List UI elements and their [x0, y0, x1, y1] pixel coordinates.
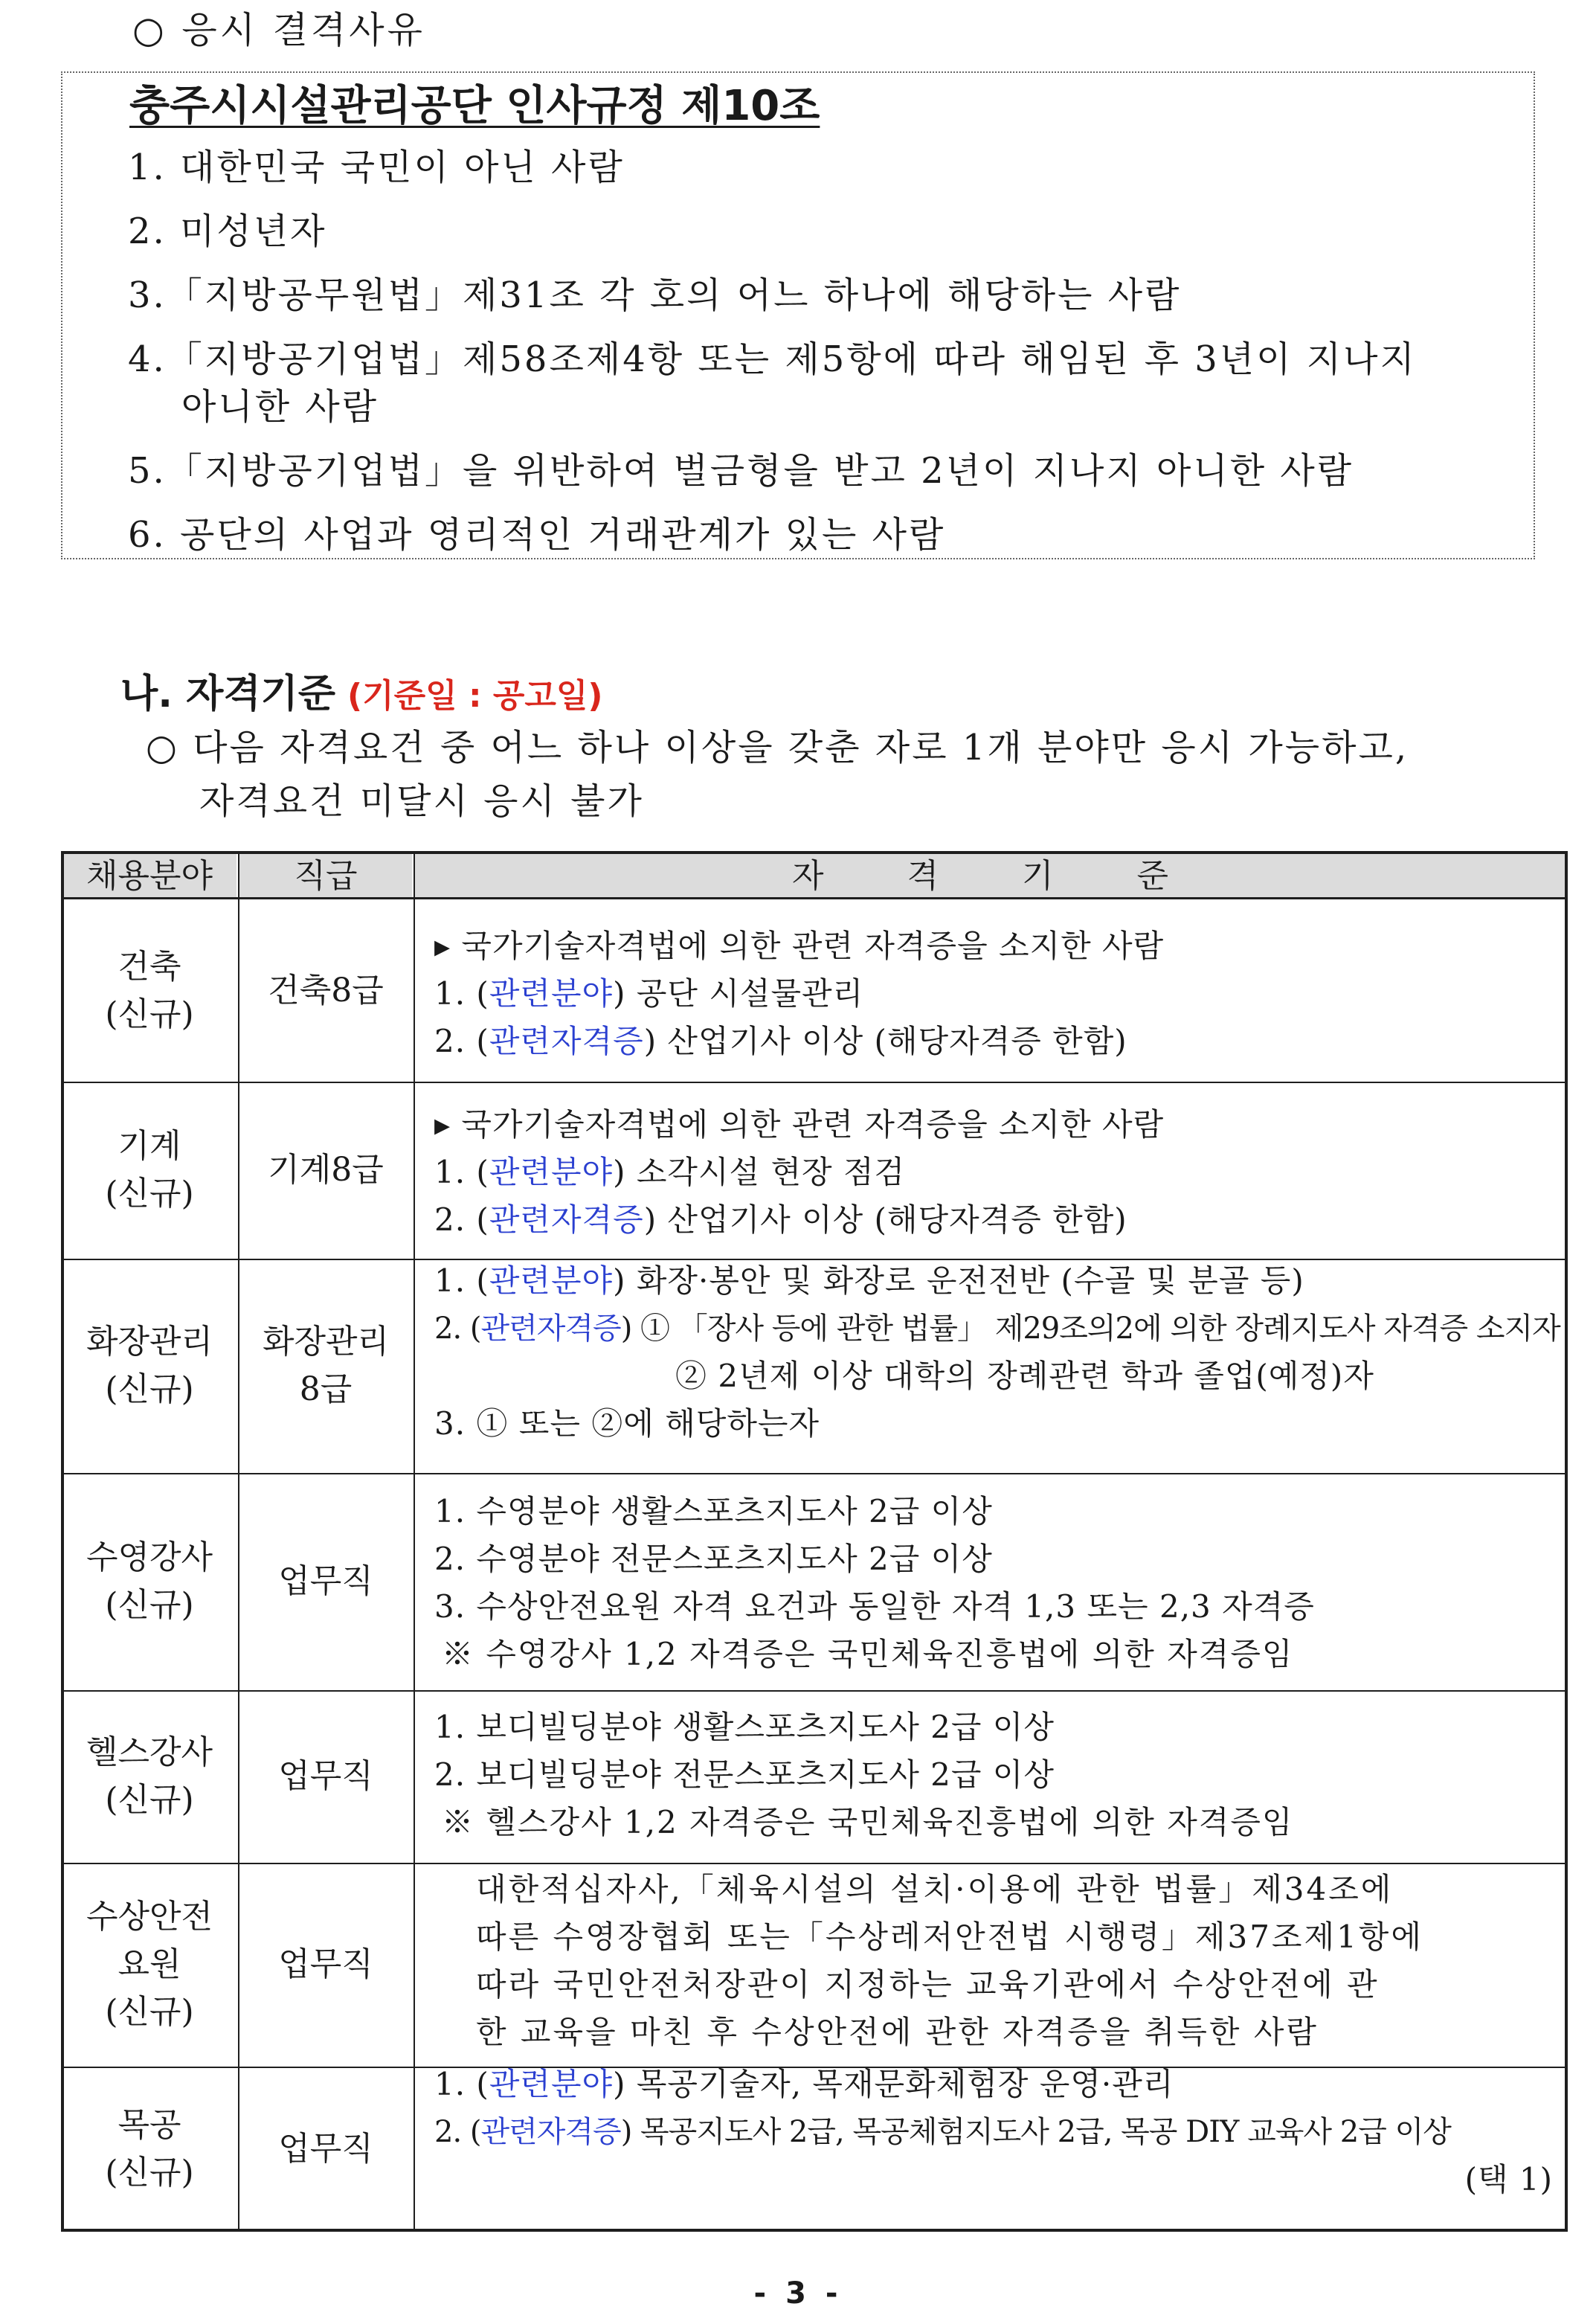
criteria-text: ) 소각시설 현장 점검 — [613, 1154, 906, 1190]
field-text: (신규) — [105, 2154, 194, 2192]
section-title — [120, 662, 603, 718]
criteria-text: ) 산업기사 이상 (해당자격증 한함) — [643, 1023, 1127, 1059]
field-text: 수영강사 — [86, 1538, 213, 1576]
table-border — [61, 851, 1568, 854]
criteria-text: 3. ① 또는 ②에 해당하는자 — [434, 1405, 820, 1442]
table-border — [238, 851, 239, 2232]
field-cell — [61, 2102, 238, 2197]
criteria-cell — [434, 922, 1553, 1065]
criteria-text: ) 목공기술자, 목재문화체험장 운영·관리 — [613, 2066, 1174, 2102]
criteria-text: 따라 국민안전처장관이 지정하는 교육기관에서 수상안전에 관 — [476, 1966, 1380, 2003]
disqualification-heading: ○ 응시 결격사유 — [132, 9, 425, 51]
criteria-line — [434, 1018, 1553, 1065]
rule-item: 5.「지방공기업법」을 위반하여 벌금형을 받고 2년이 지나지 아니한 사람 — [128, 450, 1354, 492]
field-text: (신규) — [105, 1370, 194, 1408]
criteria-text: ② 2년제 이상 대학의 장례관련 학과 졸업(예정)자 — [675, 1358, 1374, 1394]
field-text: 기계 — [118, 1127, 181, 1165]
grade-cell — [238, 1753, 414, 1800]
field-text: 화장관리 — [86, 1323, 213, 1361]
criteria-text: 2. ( — [434, 2115, 481, 2149]
grade-cell — [238, 967, 414, 1015]
field-text: (신규) — [105, 1993, 194, 2031]
criteria-line — [476, 1961, 1553, 2009]
field-text: (신규) — [105, 1175, 194, 1213]
criteria-line — [434, 1196, 1553, 1244]
base-date: (기준일 : 공고일) — [347, 677, 603, 715]
criteria-note — [434, 1799, 1553, 1846]
rule-item: 4.「지방공기업법」제58조제4항 또는 제5항에 따라 해임된 후 3년이 지나지 — [128, 338, 1417, 380]
criteria-text: 1. ( — [434, 1154, 489, 1190]
criteria-keyword: 관련자격증 — [489, 1023, 644, 1059]
table-border — [61, 1690, 1568, 1692]
field-text: (신규) — [105, 995, 194, 1033]
table-border — [414, 851, 415, 2232]
rule-title: 충주시시설관리공단 인사규정 제10조 — [129, 82, 820, 130]
field-text: 건축 — [118, 948, 181, 986]
header-field: 채용분야 — [62, 854, 236, 899]
criteria-keyword: 관련분야 — [489, 1262, 614, 1299]
criteria-line — [434, 1257, 1553, 1305]
criteria-text: 한 교육을 마친 후 수상안전에 관한 자격증을 취득한 사람 — [476, 2014, 1319, 2050]
criteria-text: ) 화장·봉안 및 화장로 운전전반 (수골 및 분골 등) — [613, 1262, 1304, 1299]
rule-item: 3.「지방공무원법」제31조 각 호의 어느 하나에 해당하는 사람 — [128, 275, 1182, 316]
grade-cell — [238, 1941, 414, 1988]
criteria-text: 2. ( — [434, 1312, 481, 1346]
criteria-text: 1. 보디빌딩분야 생활스포츠지도사 2급 이상 — [434, 1709, 1055, 1745]
header-grade: 직급 — [239, 854, 412, 899]
field-text: (신규) — [105, 1781, 194, 1819]
criteria-line — [434, 1352, 1553, 1400]
criteria-line — [476, 1913, 1553, 1961]
criteria-text: ) ① 「장사 등에 관한 법률」 제29조의2에 의한 장례지도사 자격증 소지자 — [620, 1312, 1560, 1346]
intro-line: ○ 다음 자격요건 중 어느 하나 이상을 갖춘 자로 1개 분야만 응시 가능하고, — [146, 727, 1409, 768]
criteria-text: ▸ 국가기술자격법에 의한 관련 자격증을 소지한 사람 — [434, 928, 1165, 964]
criteria-line — [434, 2108, 1553, 2156]
criteria-line — [434, 1101, 1553, 1149]
grade-cell — [238, 2125, 414, 2173]
criteria-text: 2. 보디빌딩분야 전문스포츠지도사 2급 이상 — [434, 1756, 1055, 1793]
criteria-cell — [476, 1866, 1553, 2056]
criteria-line — [476, 1866, 1553, 1913]
criteria-text: (택 1) — [1464, 2161, 1553, 2198]
criteria-keyword: 관련분야 — [489, 2066, 614, 2102]
criteria-text: 1. ( — [434, 975, 489, 1012]
criteria-text: ※ 헬스강사 1,2 자격증은 국민체육진흥법에 의한 자격증임 — [442, 1804, 1294, 1840]
criteria-line — [434, 1704, 1553, 1751]
criteria-text: ) 공단 시설물관리 — [613, 975, 864, 1012]
criteria-text: 1. ( — [434, 2066, 489, 2102]
criteria-line — [434, 1751, 1553, 1799]
criteria-line — [434, 1400, 1553, 1448]
criteria-line — [434, 1535, 1553, 1583]
criteria-text: ▸ 국가기술자격법에 의한 관련 자격증을 소지한 사람 — [434, 1106, 1165, 1143]
table-border — [61, 897, 1568, 899]
criteria-text: ) 목공지도사 2급, 목공체험지도사 2급, 목공 DIY 교육사 2급 이상 — [620, 2115, 1451, 2149]
section-title-text: 나. 자격기준 — [120, 672, 336, 716]
grade-text: 건축8급 — [268, 972, 384, 1009]
criteria-line — [434, 2061, 1553, 2108]
grade-text: 8급 — [299, 1370, 353, 1408]
criteria-text: 2. 수영분야 전문스포츠지도사 2급 이상 — [434, 1541, 993, 1577]
field-cell — [61, 1729, 238, 1824]
intro-line: 자격요건 미달시 응시 불가 — [199, 780, 644, 822]
criteria-text: ※ 수영강사 1,2 자격증은 국민체육진흥법에 의한 자격증임 — [442, 1636, 1294, 1672]
criteria-text: 3. 수상안전요원 자격 요건과 동일한 자격 1,3 또는 2,3 자격증 — [434, 1588, 1315, 1625]
rule-item: 1. 대한민국 국민이 아닌 사람 — [128, 147, 625, 188]
field-cell — [61, 1534, 238, 1629]
criteria-line — [434, 1305, 1560, 1352]
criteria-keyword: 관련분야 — [489, 1154, 614, 1190]
criteria-line — [434, 922, 1553, 970]
grade-text: 업무직 — [278, 2130, 373, 2168]
grade-cell — [238, 1146, 414, 1194]
criteria-cell — [434, 1704, 1553, 1846]
field-cell — [61, 1893, 238, 2036]
grade-cell — [238, 1558, 414, 1605]
table-border — [61, 1082, 1568, 1083]
field-cell — [61, 943, 238, 1038]
field-cell — [61, 1123, 238, 1218]
criteria-line — [434, 970, 1553, 1018]
rule-item: 6. 공단의 사업과 영리적인 거래관계가 있는 사람 — [128, 514, 946, 556]
criteria-cell — [434, 1101, 1553, 1244]
table-border — [1565, 851, 1568, 2232]
criteria-line — [434, 1583, 1553, 1631]
table-border — [61, 1473, 1568, 1474]
criteria-line — [434, 2156, 1553, 2203]
grade-text: 업무직 — [278, 1945, 373, 1983]
criteria-text: 2. ( — [434, 1023, 489, 1059]
grade-text: 업무직 — [278, 1757, 373, 1795]
rule-item: 2. 미성년자 — [128, 211, 327, 252]
criteria-cell — [434, 1488, 1553, 1678]
page-number: - 3 - — [753, 2276, 843, 2311]
field-text: (신규) — [105, 1586, 194, 1624]
criteria-cell — [434, 2061, 1553, 2203]
criteria-keyword: 관련분야 — [489, 975, 614, 1012]
criteria-text: 1. ( — [434, 1262, 489, 1299]
criteria-keyword: 관련자격증 — [480, 2115, 621, 2149]
criteria-text: ) 산업기사 이상 (해당자격증 한함) — [643, 1201, 1127, 1238]
criteria-line — [434, 1149, 1553, 1196]
grade-text: 기계8급 — [268, 1151, 384, 1189]
criteria-note — [434, 1631, 1553, 1678]
grade-text: 화장관리 — [262, 1323, 389, 1361]
field-text: 요원 — [118, 1945, 181, 1983]
criteria-cell — [434, 1257, 1560, 1448]
field-text: 수상안전 — [86, 1898, 213, 1936]
criteria-line — [476, 2009, 1553, 2056]
criteria-text: 따른 수영장협회 또는「수상레저안전법 시행령」제37조제1항에 — [476, 1919, 1423, 1955]
criteria-text: 대한적십자사,「체육시설의 설치·이용에 관한 법률」제34조에 — [476, 1871, 1394, 1907]
field-cell — [61, 1318, 238, 1413]
criteria-text: 1. 수영분야 생활스포츠지도사 2급 이상 — [434, 1493, 993, 1529]
rule-item-continued: 아니한 사람 — [181, 386, 379, 428]
criteria-keyword: 관련자격증 — [480, 1312, 621, 1346]
field-text: 목공 — [118, 2106, 181, 2144]
grade-text: 업무직 — [278, 1562, 373, 1600]
criteria-text: 2. ( — [434, 1201, 489, 1238]
header-criteria: 자 격 기 준 — [415, 854, 1566, 899]
criteria-line — [434, 1488, 1553, 1535]
table-border — [61, 1863, 1568, 1864]
field-text: 헬스강사 — [86, 1733, 213, 1771]
table-border — [61, 2229, 1568, 2232]
grade-cell — [238, 1318, 414, 1413]
criteria-keyword: 관련자격증 — [489, 1201, 644, 1238]
